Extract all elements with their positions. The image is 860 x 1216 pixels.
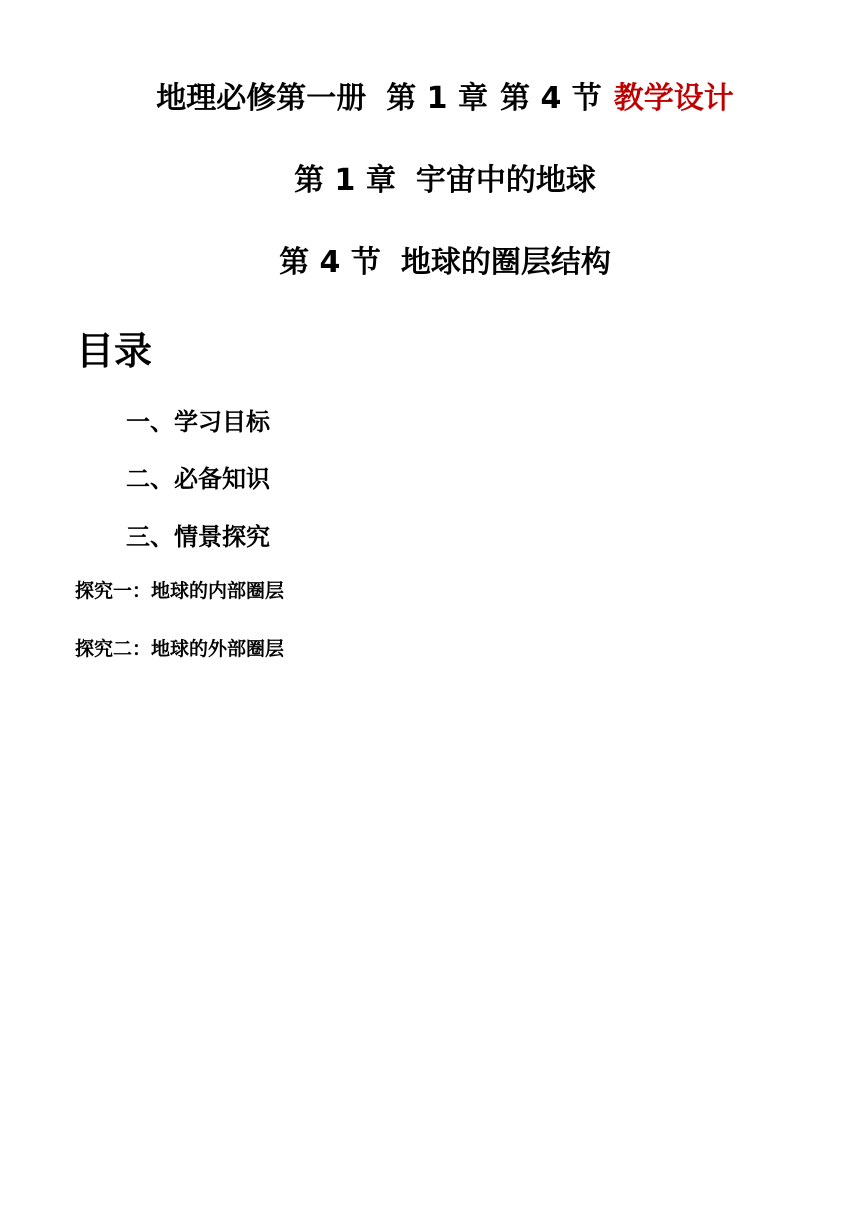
- chapter-number: 第 1 章: [294, 163, 396, 198]
- toc-subitem-inner-layers[interactable]: 探究一：地球的内部圈层: [75, 580, 285, 602]
- section-title: 地球的圈层结构: [400, 245, 611, 280]
- chapter-title: 宇宙中的地球: [415, 163, 596, 198]
- document-title: [0, 79, 860, 119]
- toc-item-essential-knowledge[interactable]: 二、必备知识: [126, 465, 270, 493]
- document-type-label: 教学设计: [613, 81, 734, 116]
- toc-heading: 目录: [76, 329, 153, 373]
- chapter-ref: 第 1 章: [386, 81, 488, 116]
- toc-item-scenario-inquiry[interactable]: 三、情景探究: [126, 523, 270, 551]
- toc-item-learning-goals[interactable]: 一、学习目标: [126, 408, 270, 436]
- toc-subitem-outer-layers[interactable]: 探究二：地球的外部圈层: [75, 638, 285, 660]
- chapter-heading: [0, 161, 860, 201]
- section-heading: [0, 243, 860, 283]
- book-name: 地理必修第一册: [156, 81, 367, 116]
- section-number: 第 4 节: [279, 245, 381, 280]
- section-ref: 第 4 节: [500, 81, 602, 116]
